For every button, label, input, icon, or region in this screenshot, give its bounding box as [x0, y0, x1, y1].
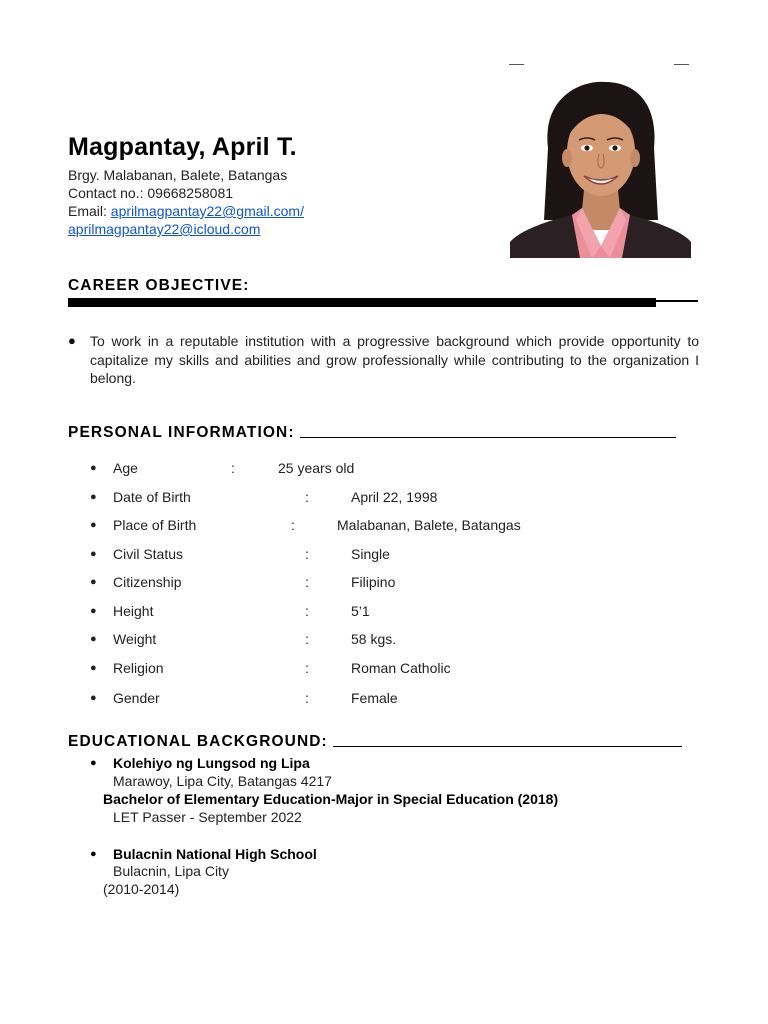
personal-info-label: Place of Birth	[113, 517, 197, 533]
email-line	[68, 202, 304, 220]
personal-info-row-date-of-birth	[0, 489, 768, 509]
educational-background-title: EDUCATIONAL BACKGROUND:	[68, 733, 328, 750]
bullet-icon: ●	[90, 491, 97, 503]
personal-info-value: Female	[351, 690, 398, 706]
highschool-years: (2010-2014)	[103, 881, 180, 897]
profile-photo	[510, 70, 691, 258]
personal-info-separator: :	[305, 690, 309, 706]
educational-background-heading	[68, 733, 682, 751]
heading-underline	[300, 424, 676, 438]
personal-info-value: Malabanan, Balete, Batangas	[337, 517, 521, 533]
personal-info-value: Roman Catholic	[351, 660, 451, 676]
personal-info-separator: :	[231, 460, 235, 476]
license-note: LET Passer - September 2022	[113, 809, 302, 825]
personal-info-label: Date of Birth	[113, 489, 191, 505]
personal-information-title: PERSONAL INFORMATION:	[68, 424, 295, 441]
highschool-name: Bulacnin National High School	[113, 846, 317, 862]
college-school-name: Kolehiyo ng Lungsod ng Lipa	[113, 755, 310, 771]
bullet-icon: ●	[68, 333, 76, 348]
bullet-icon: ●	[90, 662, 97, 674]
personal-info-row-gender	[0, 690, 768, 710]
applicant-name: Magpantay, April T.	[68, 133, 297, 161]
personal-info-separator: :	[291, 517, 295, 533]
career-objective-heading: CAREER OBJECTIVE:	[68, 277, 250, 294]
address-line: Brgy. Malabanan, Balete, Batangas	[68, 167, 288, 183]
bullet-icon: ●	[90, 692, 97, 704]
bullet-icon: ●	[90, 462, 97, 474]
personal-info-value: Filipino	[351, 574, 396, 590]
email-line-2	[68, 220, 260, 238]
personal-info-label: Gender	[113, 690, 160, 706]
email-label: Email:	[68, 203, 111, 219]
section-divider	[68, 298, 656, 307]
personal-info-label: Age	[113, 460, 138, 476]
personal-info-label: Height	[113, 603, 154, 619]
bullet-icon: ●	[90, 757, 97, 769]
bullet-icon: ●	[90, 633, 97, 645]
personal-info-row-weight	[0, 631, 768, 651]
personal-info-row-age	[0, 460, 768, 480]
photo-corner-mark	[674, 64, 689, 65]
personal-info-separator: :	[305, 546, 309, 562]
heading-underline	[333, 733, 682, 747]
college-degree: Bachelor of Elementary Education-Major in Special Education (2018)	[103, 791, 559, 807]
personal-info-row-height	[0, 603, 768, 623]
bullet-icon: ●	[90, 576, 97, 588]
email-link-icloud[interactable]: aprilmagpantay22@icloud.com	[68, 221, 261, 237]
bullet-icon: ●	[90, 605, 97, 617]
college-address: Marawoy, Lipa City, Batangas 4217	[113, 773, 332, 789]
personal-info-value: Single	[351, 546, 390, 562]
personal-info-value: 58 kgs.	[351, 631, 397, 647]
personal-info-label: Citizenship	[113, 574, 182, 590]
photo-corner-mark	[509, 64, 524, 65]
personal-info-separator: :	[305, 574, 309, 590]
personal-info-separator: :	[305, 660, 309, 676]
section-divider	[656, 300, 698, 302]
personal-info-row-place-of-birth	[0, 517, 768, 537]
personal-info-label: Weight	[113, 631, 157, 647]
bullet-icon: ●	[90, 548, 97, 560]
personal-info-value: 25 years old	[278, 460, 355, 476]
personal-info-separator: :	[305, 603, 309, 619]
personal-info-label: Religion	[113, 660, 164, 676]
personal-info-value: 5’1	[351, 603, 370, 619]
email-link-gmail[interactable]: aprilmagpantay22@gmail.com/	[110, 203, 304, 219]
career-objective-text: To work in a reputable institution with a progressive background which provide opportunity to capitalize my skills and abilities and grow professionally while contributing to the organization I belong.	[90, 333, 699, 386]
personal-info-label: Civil Status	[113, 546, 184, 562]
personal-info-separator: :	[305, 489, 309, 505]
personal-info-row-civil-status	[0, 546, 768, 566]
personal-info-row-citizenship	[0, 574, 768, 594]
bullet-icon: ●	[90, 848, 97, 860]
personal-info-separator: :	[305, 631, 309, 647]
contact-number: Contact no.: 09668258081	[68, 185, 234, 201]
highschool-address: Bulacnin, Lipa City	[113, 863, 229, 879]
personal-information-heading	[68, 424, 676, 442]
bullet-icon: ●	[90, 519, 97, 531]
personal-info-value: April 22, 1998	[351, 489, 438, 505]
personal-info-row-religion	[0, 660, 768, 680]
